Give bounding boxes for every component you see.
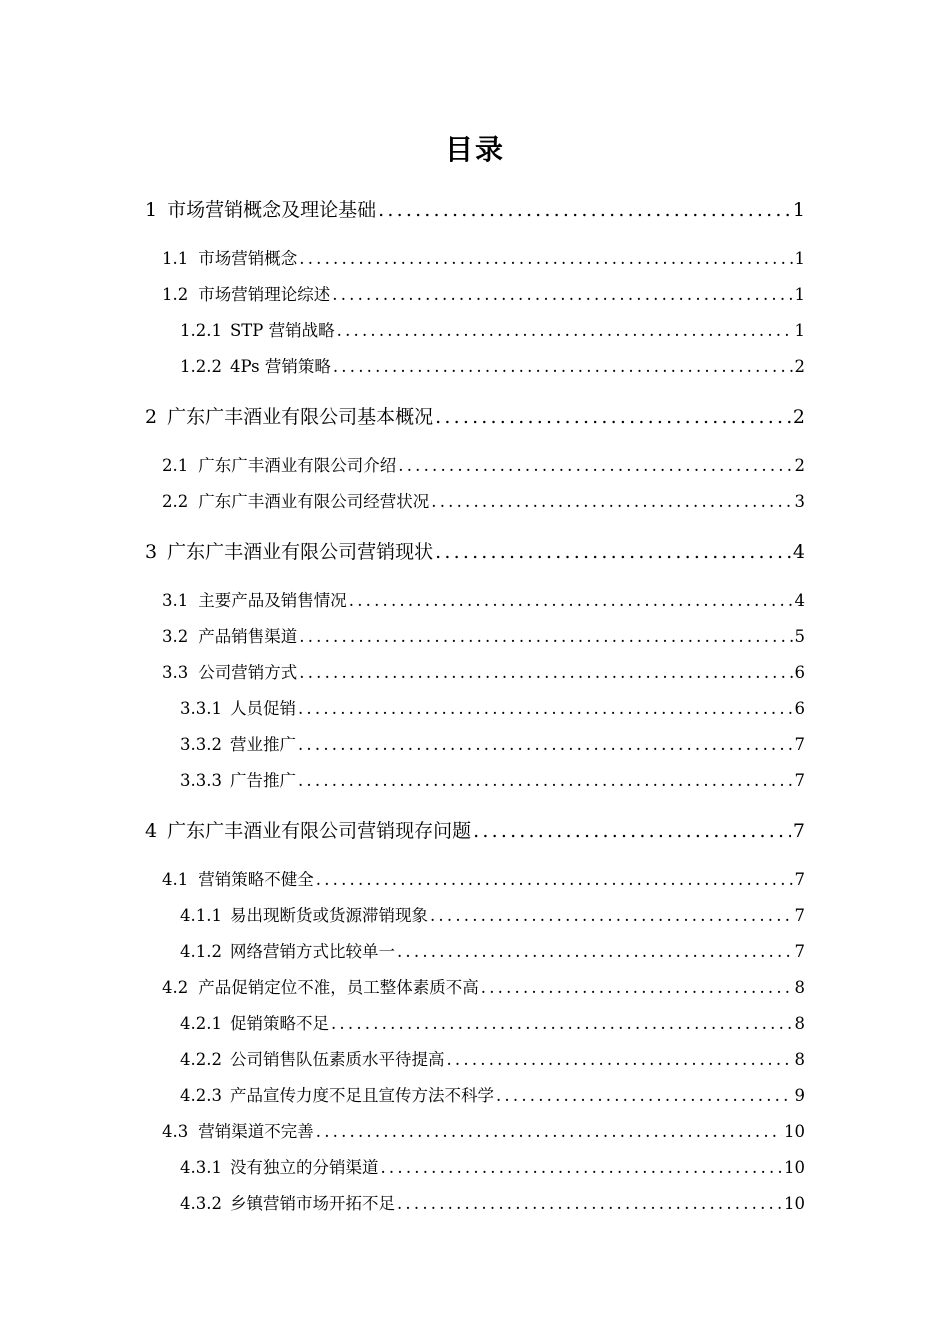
toc-entry-dot-leader bbox=[446, 1046, 792, 1074]
toc-entry-number: 4.3.2 bbox=[180, 1194, 222, 1213]
toc-entry-title: 产品宣传力度不足且宣传方法不科学 bbox=[229, 1086, 494, 1105]
toc-entry-title: 产品销售渠道 bbox=[198, 627, 298, 646]
toc-entry-number: 3 bbox=[145, 541, 158, 563]
toc-entry-dot-leader bbox=[298, 695, 793, 723]
toc-entry-title: 广告推广 bbox=[229, 771, 296, 790]
toc-entry-title: 营业推广 bbox=[229, 735, 296, 754]
toc-entry-dot-leader bbox=[435, 403, 791, 431]
toc-entry-page-number: 8 bbox=[794, 1050, 805, 1069]
toc-entry-title: 公司营销方式 bbox=[198, 663, 298, 682]
toc-entry-page-number: 7 bbox=[794, 870, 805, 889]
toc-entry-level-3[interactable] bbox=[180, 353, 805, 381]
toc-entry-number: 4 bbox=[145, 820, 158, 842]
toc-entry-title: 广东广丰酒业有限公司基本概况 bbox=[167, 406, 434, 428]
toc-entry-dot-leader bbox=[481, 974, 793, 1002]
toc-entry-level-2[interactable] bbox=[162, 974, 805, 1002]
toc-entry-page-number: 2 bbox=[794, 357, 805, 376]
toc-entry-page-number: 7 bbox=[794, 906, 805, 925]
toc-entry-page-number: 1 bbox=[794, 285, 805, 304]
toc-entry-page-number: 7 bbox=[794, 771, 805, 790]
toc-entry-level-2[interactable] bbox=[162, 1118, 805, 1146]
toc-entry-page-number: 8 bbox=[794, 1014, 805, 1033]
toc-entry-level-2[interactable] bbox=[162, 281, 805, 309]
toc-entry-level-1[interactable] bbox=[145, 538, 805, 566]
toc-entry-number: 4.2.1 bbox=[180, 1014, 222, 1033]
toc-entry-page-number: 2 bbox=[794, 456, 805, 475]
toc-title: 目录 bbox=[444, 133, 505, 166]
toc-entry-title: 广东广丰酒业有限公司营销现状 bbox=[167, 541, 434, 563]
toc-entry-level-2[interactable] bbox=[162, 866, 805, 894]
toc-entry-page-number: 9 bbox=[794, 1086, 805, 1105]
toc-entry-number: 4.2.3 bbox=[180, 1086, 222, 1105]
toc-entry-dot-leader bbox=[380, 1154, 782, 1182]
toc-entry-number: 1.2 bbox=[162, 285, 189, 304]
toc-entry-level-2[interactable] bbox=[162, 488, 805, 516]
toc-entry-page-number: 7 bbox=[792, 820, 805, 842]
toc-entry-page-number: 4 bbox=[792, 541, 805, 563]
toc-entry-level-3[interactable] bbox=[180, 1154, 805, 1182]
toc-entry-dot-leader bbox=[299, 659, 792, 687]
toc-entry-dot-leader bbox=[333, 353, 793, 381]
toc-entry-dot-leader bbox=[435, 538, 791, 566]
toc-entry-number: 1 bbox=[145, 199, 158, 221]
toc-entry-dot-leader bbox=[298, 767, 793, 795]
toc-entry-level-3[interactable] bbox=[180, 731, 805, 759]
toc-entry-level-3[interactable] bbox=[180, 317, 805, 345]
toc-entry-dot-leader bbox=[332, 281, 792, 309]
toc-entry-title: 促销策略不足 bbox=[229, 1014, 329, 1033]
toc-entry-title: 广东广丰酒业有限公司经营状况 bbox=[198, 492, 430, 511]
toc-entry-title: STP 营销战略 bbox=[229, 321, 335, 340]
toc-entry-level-3[interactable] bbox=[180, 1046, 805, 1074]
toc-entry-level-2[interactable] bbox=[162, 623, 805, 651]
toc-entry-title: 营销渠道不完善 bbox=[198, 1122, 314, 1141]
toc-entry-title: 市场营销理论综述 bbox=[198, 285, 331, 304]
toc-entry-page-number: 10 bbox=[784, 1194, 805, 1213]
toc-entry-page-number: 6 bbox=[794, 699, 805, 718]
toc-entry-level-1[interactable] bbox=[145, 817, 805, 845]
toc-entry-level-3[interactable] bbox=[180, 695, 805, 723]
toc-entry-level-3[interactable] bbox=[180, 902, 805, 930]
toc-entry-dot-leader bbox=[430, 902, 793, 930]
toc-entry-number: 4.3 bbox=[162, 1122, 189, 1141]
toc-entry-number: 4.2.2 bbox=[180, 1050, 222, 1069]
toc-entry-level-3[interactable] bbox=[180, 1082, 805, 1110]
toc-entry-title: 市场营销概念及理论基础 bbox=[167, 199, 377, 221]
toc-entry-number: 3.3 bbox=[162, 663, 189, 682]
toc-entry-page-number: 1 bbox=[794, 249, 805, 268]
toc-entry-number: 3.3.2 bbox=[180, 735, 222, 754]
toc-entry-title: 市场营销概念 bbox=[198, 249, 298, 268]
toc-entry-page-number: 10 bbox=[784, 1158, 805, 1177]
toc-entry-title: 公司销售队伍素质水平待提高 bbox=[229, 1050, 445, 1069]
toc-entry-dot-leader bbox=[331, 1010, 793, 1038]
toc-entry-number: 2.2 bbox=[162, 492, 189, 511]
toc-entry-number: 4.1.1 bbox=[180, 906, 222, 925]
toc-entry-dot-leader bbox=[298, 731, 793, 759]
toc-entry-number: 3.2 bbox=[162, 627, 189, 646]
toc-entry-dot-leader bbox=[349, 587, 793, 615]
toc-entry-dot-leader bbox=[316, 1118, 782, 1146]
toc-entry-title: 广东广丰酒业有限公司营销现存问题 bbox=[167, 820, 472, 842]
toc-entry-level-1[interactable] bbox=[145, 196, 805, 224]
toc-entry-dot-leader bbox=[397, 1190, 782, 1218]
toc-entry-page-number: 10 bbox=[784, 1122, 805, 1141]
toc-entry-number: 3.3.3 bbox=[180, 771, 222, 790]
toc-entry-dot-leader bbox=[378, 196, 791, 224]
toc-entry-title: 4Ps 营销策略 bbox=[229, 357, 331, 376]
toc-entry-page-number: 6 bbox=[794, 663, 805, 682]
toc-entry-dot-leader bbox=[496, 1082, 793, 1110]
toc-entry-dot-leader bbox=[398, 452, 792, 480]
toc-entry-page-number: 8 bbox=[794, 978, 805, 997]
toc-entry-number: 1.1 bbox=[162, 249, 189, 268]
toc-entry-title: 易出现断货或货源滞销现象 bbox=[229, 906, 428, 925]
toc-entry-number: 1.2.1 bbox=[180, 321, 222, 340]
toc-entry-level-3[interactable] bbox=[180, 1190, 805, 1218]
toc-entry-level-1[interactable] bbox=[145, 403, 805, 431]
toc-entry-number: 3.1 bbox=[162, 591, 189, 610]
toc-entry-title: 产品促销定位不准，员工整体素质不高 bbox=[198, 978, 479, 997]
toc-entry-number: 4.1 bbox=[162, 870, 189, 889]
toc-entry-page-number: 5 bbox=[794, 627, 805, 646]
toc-entry-page-number: 7 bbox=[794, 735, 805, 754]
toc-entry-number: 4.3.1 bbox=[180, 1158, 222, 1177]
toc-entry-level-3[interactable] bbox=[180, 767, 805, 795]
toc-entry-dot-leader bbox=[473, 817, 791, 845]
toc-entry-page-number: 1 bbox=[792, 199, 805, 221]
toc-entry-level-3[interactable] bbox=[180, 938, 805, 966]
toc-entry-page-number: 1 bbox=[794, 321, 805, 340]
toc-entry-page-number: 7 bbox=[794, 942, 805, 961]
toc-entry-number: 3.3.1 bbox=[180, 699, 222, 718]
toc-entry-level-2[interactable] bbox=[162, 452, 805, 480]
toc-entry-title: 广东广丰酒业有限公司介绍 bbox=[198, 456, 397, 475]
toc-entry-dot-leader bbox=[299, 245, 792, 273]
toc-entry-dot-leader bbox=[397, 938, 793, 966]
toc-entry-dot-leader bbox=[316, 866, 793, 894]
toc-entry-number: 4.1.2 bbox=[180, 942, 222, 961]
toc-entry-dot-leader bbox=[299, 623, 792, 651]
toc-entry-title: 没有独立的分销渠道 bbox=[229, 1158, 379, 1177]
toc-entry-title: 营销策略不健全 bbox=[198, 870, 314, 889]
toc-entry-dot-leader bbox=[337, 317, 793, 345]
toc-entry-page-number: 4 bbox=[794, 591, 805, 610]
toc-entry-title: 网络营销方式比较单一 bbox=[229, 942, 395, 961]
toc-entry-title: 人员促销 bbox=[229, 699, 296, 718]
toc-entry-title: 主要产品及销售情况 bbox=[198, 591, 347, 610]
toc-entry-level-2[interactable] bbox=[162, 245, 805, 273]
toc-entry-page-number: 3 bbox=[794, 492, 805, 511]
toc-entry-number: 4.2 bbox=[162, 978, 189, 997]
toc-entry-level-2[interactable] bbox=[162, 659, 805, 687]
toc-entry-level-3[interactable] bbox=[180, 1010, 805, 1038]
toc-entry-title: 乡镇营销市场开拓不足 bbox=[229, 1194, 395, 1213]
toc-entry-page-number: 2 bbox=[792, 406, 805, 428]
toc-entry-level-2[interactable] bbox=[162, 587, 805, 615]
toc-entry-number: 2.1 bbox=[162, 456, 189, 475]
toc-entry-number: 1.2.2 bbox=[180, 357, 222, 376]
toc-entry-number: 2 bbox=[145, 406, 158, 428]
toc-entry-dot-leader bbox=[431, 488, 792, 516]
